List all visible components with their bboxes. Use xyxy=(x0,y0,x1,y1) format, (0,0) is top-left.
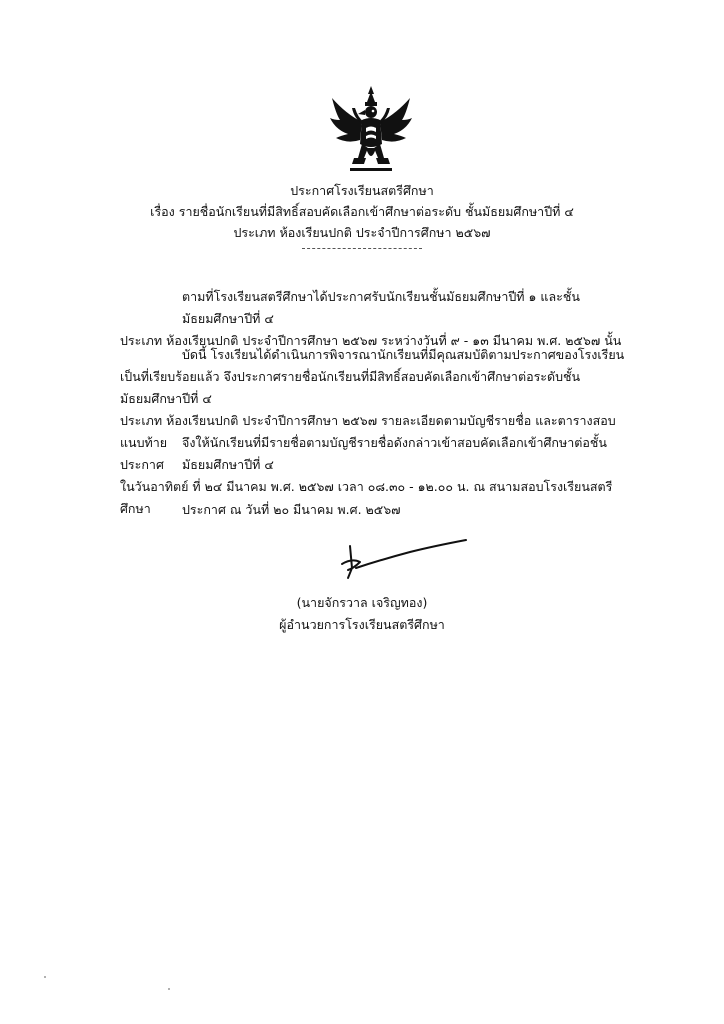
subject-line: เรื่อง รายชื่อนักเรียนที่มีสิทธิ์สอบคัดเลือกเข้าศึกษาต่อระดับ ชั้นมัธยมศึกษาปีที่ ๔ xyxy=(150,204,574,219)
scan-speck xyxy=(168,988,170,990)
paragraph-1 xyxy=(120,286,628,352)
org-title: ประกาศโรงเรียนสตรีศึกษา xyxy=(290,183,434,198)
scan-speck xyxy=(44,976,46,978)
paragraph-2-line-3: ประเภท ห้องเรียนปกติ ประจำปีการศึกษา ๒๕๖๗ รายละเอียดตามบัญชีรายชื่อ และตารางสอบแนบท้าย xyxy=(120,413,616,450)
signer-position: ผู้อำนวยการโรงเรียนสตรีศึกษา xyxy=(279,617,445,632)
announcement-date: ประกาศ ณ วันที่ ๒๐ มีนาคม พ.ศ. ๒๕๖๗ xyxy=(182,502,401,517)
signer-block xyxy=(0,592,724,636)
header-divider xyxy=(302,248,422,249)
subject-line-2: ประเภท ห้องเรียนปกติ ประจำปีการศึกษา ๒๕๖๗ xyxy=(233,225,491,240)
announcement-header xyxy=(0,180,724,243)
paragraph-1-line-2: ประเภท ห้องเรียนปกติ ประจำปีการศึกษา ๒๕๖๗ ระหว่างวันที่ ๙ - ๑๓ มีนาคม พ.ศ. ๒๕๖๗ นั้น xyxy=(120,333,622,348)
paragraph-2-line-1: บัดนี้ โรงเรียนได้ดำเนินการพิจารณานักเรียนที่มีคุณสมบัติตามประกาศของโรงเรียน xyxy=(182,347,625,362)
paragraph-2-line-4: ประกาศ xyxy=(120,457,164,472)
paragraph-1-line-1: ตามที่โรงเรียนสตรีศึกษาได้ประกาศรับนักเรียนชั้นมัธยมศึกษาปีที่ ๑ และชั้นมัธยมศึกษาปีที่ ๔ xyxy=(182,289,580,326)
paragraph-3-line-1: จึงให้นักเรียนที่มีรายชื่อตามบัญชีรายชื่อดังกล่าวเข้าสอบคัดเลือกเข้าศึกษาต่อชั้นมัธยมศึกษาปีที่ ๔ xyxy=(182,435,607,472)
paragraph-2-line-2: เป็นที่เรียบร้อยแล้ว จึงประกาศรายชื่อนักเรียนที่มีสิทธิ์สอบคัดเลือกเข้าศึกษาต่อระดับชั้นมัธยมศึกษาปีที่ ๔ xyxy=(120,369,581,406)
signer-name: (นายจักรวาล เจริญทอง) xyxy=(296,595,428,610)
handwritten-signature xyxy=(330,538,470,586)
garuda-emblem-icon xyxy=(328,84,414,176)
paragraph-3-line-2: ในวันอาทิตย์ ที่ ๒๔ มีนาคม พ.ศ. ๒๕๖๗ เวลา ๐๘.๓๐ - ๑๒.๐๐ น. ณ สนามสอบโรงเรียนสตรีศึกษา xyxy=(120,479,613,516)
